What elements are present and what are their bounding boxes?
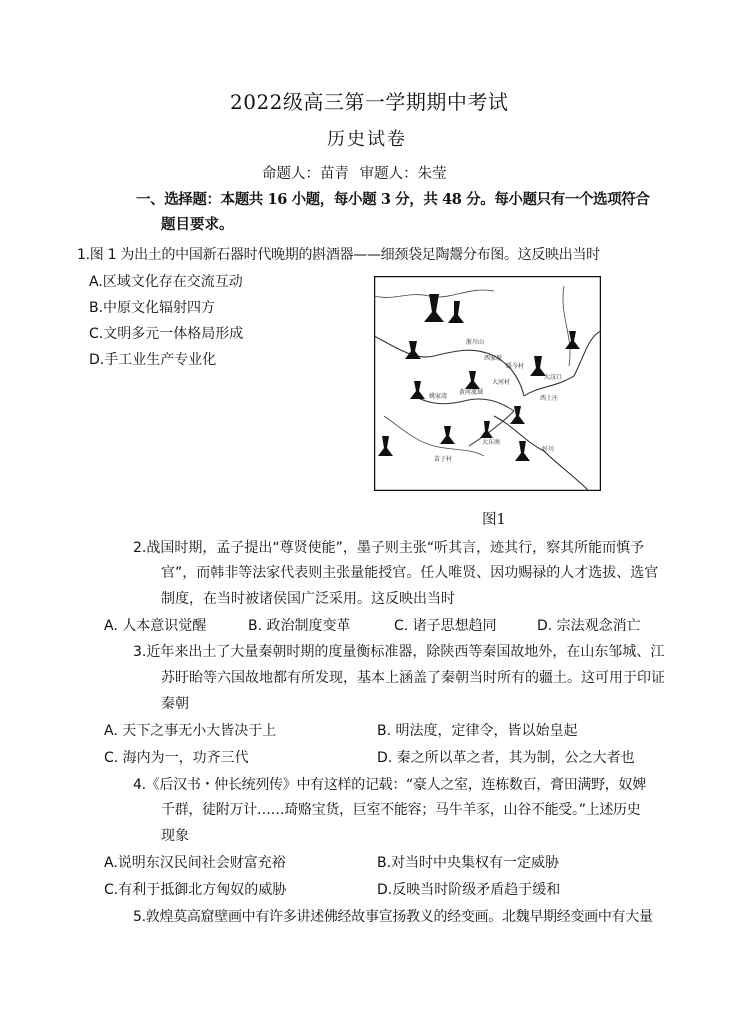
section-heading: 一、选择题：本题共 16 小题，每小题 3 分，共 48 分。每小题只有一个选项符合 — [136, 191, 650, 208]
q2-option-b: B. 政治制度变革 — [248, 618, 351, 634]
q3-option-c: C. 海内为一，功齐三代 — [104, 750, 249, 766]
question-4-stem-cont: 千群，徒附万计……琦赂宝货，巨室不能容；马牛羊豕，山谷不能受。”上述历史 — [161, 802, 641, 818]
exam-title: 2022级高三第一学期期中考试 — [230, 90, 509, 114]
question-3-stem-cont: 秦朝 — [161, 696, 189, 712]
question-5-stem: 5.敦煌莫高窟壁画中有许多讲述佛经故事宣扬教义的经变画。北魏早期经变画中有大量 — [133, 909, 653, 925]
q4-option-b: B.对当时中央集权有一定威胁 — [377, 855, 560, 871]
q1-option-d: D.手工业生产专业化 — [89, 352, 217, 368]
q3-option-a: A. 天下之事无小大皆决于上 — [104, 723, 277, 739]
q1-option-a: A.区域文化存在交流互动 — [89, 274, 243, 290]
map-label: 浙川山 — [466, 339, 485, 346]
q3-option-d: D. 秦之所以革之者，其为制，公之大者也 — [377, 750, 635, 766]
map-label: 西土庄 — [540, 395, 559, 402]
question-2-stem: 2.战国时期，孟子提出“尊贤使能”，墨子则主张“听其言，迹其行，察其所能而慎予 — [133, 540, 645, 556]
map-label: 大汶口 — [544, 374, 563, 381]
question-2-stem-cont: 制度，在当时被诸侯国广泛采用。这反映出当时 — [161, 591, 455, 607]
map-label: 暖今村 — [506, 363, 525, 370]
map-label: 大河村 — [492, 379, 511, 386]
map-label: 姚家湾 — [429, 393, 448, 400]
pottery-distribution-map — [374, 276, 601, 491]
question-4-stem-cont: 现象 — [161, 828, 189, 844]
section-heading-cont: 题目要求。 — [161, 216, 234, 233]
map-label: 苗子村 — [434, 456, 453, 463]
question-1-stem: 1.图 1 为出土的中国新石器时代晚期的斟酒器——细颈袋足陶鬶分布图。这反映出当时 — [77, 247, 600, 263]
q2-option-d: D. 宗法观念消亡 — [537, 618, 641, 634]
q2-option-c: C. 诸子思想趋同 — [394, 618, 497, 634]
q1-option-c: C.文明多元一体格局形成 — [89, 326, 244, 342]
map-label: 大东南 — [482, 439, 501, 446]
figure-caption: 图1 — [482, 512, 506, 528]
question-3-stem: 3.近年来出土了大量秦朝时期的度量衡标准器，除陕西等秦国故地外，在山东邹城、江 — [133, 644, 665, 660]
question-3-stem-cont: 苏盱眙等六国故地都有所发现，基本上涵盖了秦朝当时所有的疆土。这可用于印证 — [161, 670, 665, 686]
q1-option-b: B.中原文化辐射四方 — [89, 300, 216, 316]
q4-option-c: C.有利于抵御北方匈奴的威胁 — [104, 882, 287, 898]
q4-option-d: D.反映当时阶级矛盾趋于缓和 — [377, 882, 561, 898]
map-label: 西家坡 — [484, 355, 503, 362]
map-label: 好川 — [542, 446, 555, 453]
q2-option-a: A. 人本意识觉醒 — [104, 618, 207, 634]
q4-option-a: A.说明东汉民间社会财富充裕 — [104, 855, 286, 871]
question-4-stem: 4.《后汉书・仲长统列传》中有这样的记载：“豪人之室，连栋数百，膏田满野，奴婢 — [133, 777, 646, 793]
authors-line: 命题人：苗青 审题人：朱莹 — [262, 166, 447, 182]
map-label: 黄河流域 — [459, 389, 484, 396]
question-2-stem-cont: 官”，而韩非等法家代表则主张量能授官。任人唯贤、因功赐禄的人才选拔、选官 — [161, 565, 659, 581]
q3-option-b: B. 明法度，定律令，皆以始皇起 — [377, 723, 578, 739]
subject-title: 历史试卷 — [327, 129, 407, 150]
